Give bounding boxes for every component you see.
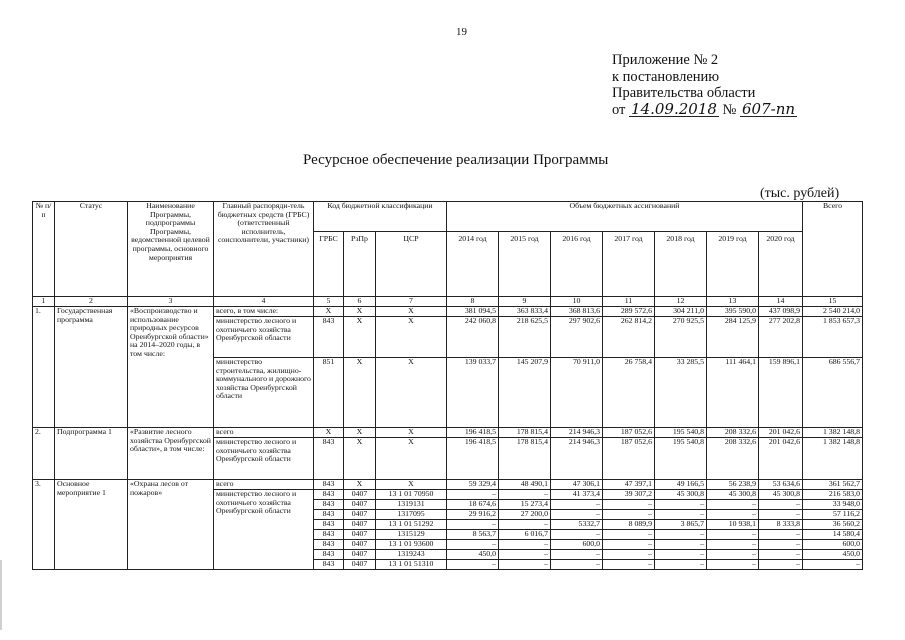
total-cell: 2 540 214,0: [803, 307, 863, 317]
csr-code: Х: [376, 317, 447, 358]
value-cell: –: [551, 530, 603, 540]
grbs-code: 843: [314, 317, 344, 358]
header-year: 2020 год: [759, 232, 803, 297]
value-cell: –: [551, 510, 603, 520]
csr-code: Х: [376, 480, 447, 490]
value-cell: 218 625,5: [499, 317, 551, 358]
value-cell: 45 300,8: [707, 490, 759, 500]
col-number: 1: [33, 297, 55, 307]
value-cell: 8 563,7: [447, 530, 499, 540]
annex-block: [612, 52, 797, 118]
value-cell: –: [655, 560, 707, 570]
rzpr-code: 0407: [344, 550, 376, 560]
value-cell: –: [707, 550, 759, 560]
col-number: 6: [344, 297, 376, 307]
value-cell: 48 490,1: [499, 480, 551, 490]
units-label: (тыс. рублей): [760, 186, 840, 201]
value-cell: 201 042,6: [759, 428, 803, 438]
table-row: [33, 428, 863, 438]
grbs-code: 843: [314, 540, 344, 550]
value-cell: 139 033,7: [447, 358, 499, 428]
value-cell: 195 540,8: [655, 438, 707, 480]
header-rzpr: РзПр: [344, 232, 376, 297]
col-number: 11: [603, 297, 655, 307]
rzpr-code: Х: [344, 438, 376, 480]
value-cell: 289 572,6: [603, 307, 655, 317]
rzpr-code: Х: [344, 358, 376, 428]
value-cell: 600,0: [551, 540, 603, 550]
value-cell: 214 946,3: [551, 438, 603, 480]
total-cell: 450,0: [803, 550, 863, 560]
row-name: «Развитие лесного хозяйства Оренбургской области», в том числе:: [128, 428, 214, 480]
value-cell: –: [551, 560, 603, 570]
rzpr-code: 0407: [344, 500, 376, 510]
annex-line-1: Приложение № 2: [612, 52, 719, 68]
col-number: 12: [655, 297, 707, 307]
value-cell: 8 333,8: [759, 520, 803, 530]
value-cell: –: [603, 500, 655, 510]
total-cell: –: [803, 560, 863, 570]
rzpr-code: 0407: [344, 540, 376, 550]
annex-line-2: к постановлению: [612, 68, 720, 85]
csr-code: 13 1 01 93600: [376, 540, 447, 550]
value-cell: 56 238,9: [707, 480, 759, 490]
value-cell: –: [707, 500, 759, 510]
value-cell: 6 016,7: [499, 530, 551, 540]
header-status: Статус: [55, 202, 128, 297]
value-cell: 187 052,6: [603, 438, 655, 480]
header-year: 2016 год: [551, 232, 603, 297]
header-year: 2018 год: [655, 232, 707, 297]
value-cell: 39 307,2: [603, 490, 655, 500]
csr-code: Х: [376, 438, 447, 480]
col-number: 3: [128, 297, 214, 307]
value-cell: 15 273,4: [499, 500, 551, 510]
grbs-code: Х: [314, 428, 344, 438]
csr-code: 1319131: [376, 500, 447, 510]
rzpr-code: 0407: [344, 560, 376, 570]
header-year: 2019 год: [707, 232, 759, 297]
value-cell: 10 938,1: [707, 520, 759, 530]
value-cell: 111 464,1: [707, 358, 759, 428]
header-csr: ЦСР: [376, 232, 447, 297]
value-cell: –: [603, 530, 655, 540]
value-cell: –: [551, 500, 603, 510]
value-cell: 47 397,1: [603, 480, 655, 490]
value-cell: 208 332,6: [707, 428, 759, 438]
col-number: 2: [55, 297, 128, 307]
col-number: 14: [759, 297, 803, 307]
value-cell: –: [603, 550, 655, 560]
rzpr-code: 0407: [344, 510, 376, 520]
value-cell: 3 865,7: [655, 520, 707, 530]
value-cell: 208 332,6: [707, 438, 759, 480]
total-cell: 1 382 148,8: [803, 428, 863, 438]
row-status: Основное мероприятие 1: [55, 480, 128, 570]
value-cell: –: [447, 540, 499, 550]
value-cell: 5332,7: [551, 520, 603, 530]
value-cell: 47 306,1: [551, 480, 603, 490]
value-cell: 45 300,8: [655, 490, 707, 500]
grbs-code: 843: [314, 530, 344, 540]
value-cell: –: [707, 560, 759, 570]
col-number: 8: [447, 297, 499, 307]
value-cell: 214 946,3: [551, 428, 603, 438]
grbs-code: 843: [314, 490, 344, 500]
value-cell: –: [759, 560, 803, 570]
grbs-code: 843: [314, 520, 344, 530]
value-cell: 277 202,8: [759, 317, 803, 358]
csr-code: Х: [376, 358, 447, 428]
value-cell: 195 540,8: [655, 428, 707, 438]
csr-code: 1317095: [376, 510, 447, 520]
rzpr-code: Х: [344, 317, 376, 358]
value-cell: 159 896,1: [759, 358, 803, 428]
row-status: Государственная программа: [55, 307, 128, 428]
total-cell: 686 556,7: [803, 358, 863, 428]
total-cell: 1 382 148,8: [803, 438, 863, 480]
table-row: [33, 307, 863, 317]
header-total: Всего: [803, 202, 863, 297]
value-cell: –: [655, 510, 707, 520]
annex-number-sign: №: [722, 101, 737, 118]
table-row: [33, 480, 863, 490]
value-cell: 41 373,4: [551, 490, 603, 500]
value-cell: 395 590,0: [707, 307, 759, 317]
document-title: Ресурсное обеспечение реализации Программы: [303, 152, 609, 168]
row-number: 2.: [33, 428, 55, 480]
value-cell: 178 815,4: [499, 428, 551, 438]
value-cell: 450,0: [447, 550, 499, 560]
value-cell: 242 060,8: [447, 317, 499, 358]
grbs-text: всего, в том числе:: [214, 307, 314, 317]
value-cell: 27 200,0: [499, 510, 551, 520]
rzpr-code: 0407: [344, 530, 376, 540]
csr-code: 1319243: [376, 550, 447, 560]
grbs-code: 843: [314, 500, 344, 510]
col-number: 15: [803, 297, 863, 307]
header-volume: Объем бюджетных ассигнований: [447, 202, 803, 232]
grbs-code: 843: [314, 438, 344, 480]
value-cell: –: [655, 550, 707, 560]
value-cell: 145 207,9: [499, 358, 551, 428]
grbs-code: 843: [314, 510, 344, 520]
value-cell: 381 094,5: [447, 307, 499, 317]
row-name: «Воспроизводство и использование природных ресурсов Оренбургской области» на 2014–2020 годы, в том числе:: [128, 307, 214, 428]
value-cell: 196 418,5: [447, 428, 499, 438]
value-cell: 363 833,4: [499, 307, 551, 317]
handwritten-number: 607-пп: [742, 99, 796, 118]
value-cell: 270 925,5: [655, 317, 707, 358]
value-cell: –: [499, 490, 551, 500]
value-cell: –: [551, 550, 603, 560]
value-cell: –: [603, 510, 655, 520]
grbs-code: 843: [314, 480, 344, 490]
scan-edge: [0, 560, 2, 630]
value-cell: –: [447, 520, 499, 530]
value-cell: –: [499, 540, 551, 550]
value-cell: –: [655, 530, 707, 540]
value-cell: –: [707, 540, 759, 550]
row-name: «Охрана лесов от пожаров»: [128, 480, 214, 570]
rzpr-code: 0407: [344, 520, 376, 530]
col-number: 5: [314, 297, 344, 307]
value-cell: –: [759, 550, 803, 560]
grbs-code: Х: [314, 307, 344, 317]
header-grbs: ГРБС: [314, 232, 344, 297]
grbs-text: министерство лесного и охотничьего хозяйства Оренбургской области: [214, 438, 314, 480]
value-cell: –: [499, 550, 551, 560]
value-cell: 368 813,6: [551, 307, 603, 317]
value-cell: –: [759, 530, 803, 540]
csr-code: 13 1 01 51310: [376, 560, 447, 570]
value-cell: –: [759, 500, 803, 510]
value-cell: 33 285,5: [655, 358, 707, 428]
row-number: 1.: [33, 307, 55, 428]
total-cell: 1 853 657,3: [803, 317, 863, 358]
rzpr-code: Х: [344, 428, 376, 438]
value-cell: 70 911,0: [551, 358, 603, 428]
header-num: № п/п: [33, 202, 55, 297]
value-cell: 304 211,0: [655, 307, 707, 317]
csr-code: 13 1 01 70950: [376, 490, 447, 500]
value-cell: 297 902,6: [551, 317, 603, 358]
total-cell: 33 948,0: [803, 500, 863, 510]
col-number: 4: [214, 297, 314, 307]
rzpr-code: Х: [344, 480, 376, 490]
value-cell: –: [655, 500, 707, 510]
handwritten-date: 14.09.2018: [631, 99, 717, 118]
rzpr-code: Х: [344, 307, 376, 317]
row-status: Подпрограмма 1: [55, 428, 128, 480]
csr-code: Х: [376, 307, 447, 317]
csr-code: Х: [376, 428, 447, 438]
col-number: 9: [499, 297, 551, 307]
annex-line-4: [612, 99, 797, 119]
grbs-text: министерство строительства, жилищно-коммунального и дорожного хозяйства Оренбургской области: [214, 358, 314, 428]
header-code: Код бюджетной классификации: [314, 202, 447, 232]
csr-code: 13 1 01 51292: [376, 520, 447, 530]
annex-line-3: Правительства области: [612, 85, 756, 101]
value-cell: 29 916,2: [447, 510, 499, 520]
value-cell: –: [499, 560, 551, 570]
value-cell: –: [447, 490, 499, 500]
grbs-text: министерство лесного и охотничьего хозяйства Оренбургской области: [214, 317, 314, 358]
value-cell: –: [707, 530, 759, 540]
value-cell: 59 329,4: [447, 480, 499, 490]
grbs-text: министерство лесного и охотничьего хозяйства Оренбургской области: [214, 490, 314, 570]
grbs-text: всего: [214, 480, 314, 490]
value-cell: 201 042,6: [759, 438, 803, 480]
value-cell: 18 674,6: [447, 500, 499, 510]
col-number: 7: [376, 297, 447, 307]
value-cell: 437 098,9: [759, 307, 803, 317]
row-number: 3.: [33, 480, 55, 570]
total-cell: 361 562,7: [803, 480, 863, 490]
header-year: 2015 год: [499, 232, 551, 297]
csr-code: 1315129: [376, 530, 447, 540]
value-cell: 8 089,9: [603, 520, 655, 530]
value-cell: 262 814,2: [603, 317, 655, 358]
grbs-code: 851: [314, 358, 344, 428]
total-cell: 57 116,2: [803, 510, 863, 520]
header-name: Наименование Программы, подпрограммы Программы, ведомственной целевой программы, основного мероприятия: [128, 202, 214, 297]
total-cell: 216 583,0: [803, 490, 863, 500]
annex-ot: от: [612, 101, 626, 118]
value-cell: –: [759, 510, 803, 520]
value-cell: –: [655, 540, 707, 550]
value-cell: 26 758,4: [603, 358, 655, 428]
value-cell: –: [499, 520, 551, 530]
page-number: 19: [456, 26, 467, 38]
grbs-text: всего: [214, 428, 314, 438]
header-year: 2014 год: [447, 232, 499, 297]
value-cell: 49 166,5: [655, 480, 707, 490]
value-cell: –: [759, 540, 803, 550]
value-cell: –: [603, 560, 655, 570]
resource-table: [32, 201, 863, 570]
grbs-code: 843: [314, 560, 344, 570]
value-cell: 284 125,9: [707, 317, 759, 358]
value-cell: 45 300,8: [759, 490, 803, 500]
value-cell: 178 815,4: [499, 438, 551, 480]
value-cell: –: [603, 540, 655, 550]
total-cell: 36 560,2: [803, 520, 863, 530]
column-number-row: [33, 297, 863, 307]
header-grbs-main: Главный распоряди-тель бюджетных средств (ГРБС) (ответственный исполнитель, соисполнители, участники): [214, 202, 314, 297]
value-cell: 187 052,6: [603, 428, 655, 438]
total-cell: 14 580,4: [803, 530, 863, 540]
rzpr-code: 0407: [344, 490, 376, 500]
header-year: 2017 год: [603, 232, 655, 297]
value-cell: 53 634,6: [759, 480, 803, 490]
value-cell: –: [447, 560, 499, 570]
grbs-code: 843: [314, 550, 344, 560]
value-cell: 196 418,5: [447, 438, 499, 480]
value-cell: –: [707, 510, 759, 520]
total-cell: 600,0: [803, 540, 863, 550]
col-number: 13: [707, 297, 759, 307]
col-number: 10: [551, 297, 603, 307]
